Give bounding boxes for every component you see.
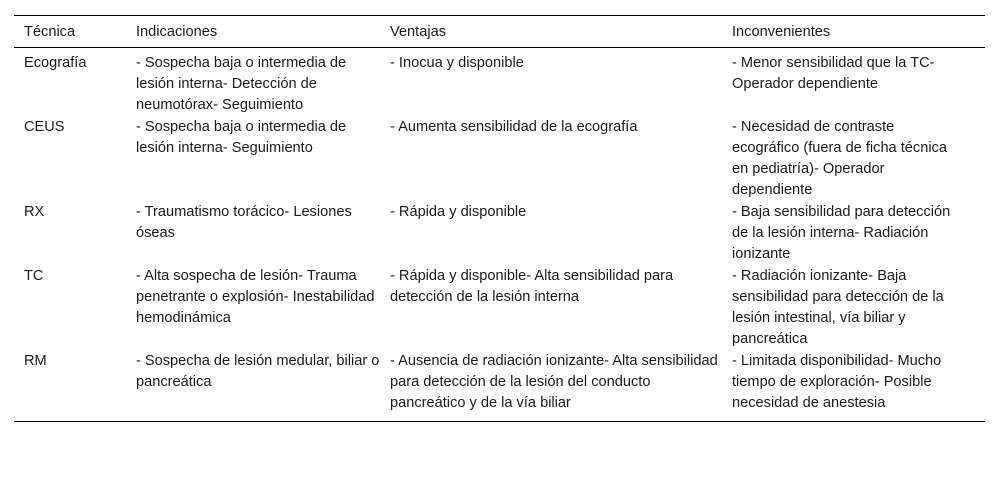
cell-indicaciones: - Traumatismo torácico- Lesiones óseas [136,204,352,241]
cell-ventajas: - Inocua y disponible [390,55,524,71]
cell-indicaciones: - Sospecha de lesión medular, biliar o pancreática [136,351,390,422]
header-ventajas: Ventajas [390,16,732,48]
cell-inconvenientes: - Necesidad de contraste ecográfico (fuera de ficha técnica en pediatría)- Operador dependiente [732,119,947,198]
table-row [14,351,985,422]
cell-inconvenientes: - Radiación ionizante- Baja sensibilidad para detección de la lesión intestinal, vía biliar y pancreática [732,268,944,347]
cell-tecnica: Ecografía [24,55,87,71]
cell-tecnica: TC [24,268,44,284]
cell-indicaciones: - Alta sospecha de lesión- Trauma penetrante o explosión- Inestabilidad hemodinámica [136,268,375,326]
cell-ventajas: - Rápida y disponible- Alta sensibilidad para detección de la lesión interna [390,268,674,305]
cell-tecnica: CEUS [24,119,65,135]
cell-ventajas: - Ausencia de radiación ionizante- Alta sensibilidad para detección de la lesión del conducto pancreático y de la vía biliar [390,351,732,422]
header-indicaciones: Indicaciones [136,16,390,48]
table-row [14,266,985,351]
header-inconvenientes: Inconvenientes [732,16,985,48]
cell-ventajas: - Rápida y disponible [390,204,527,220]
cell-inconvenientes: - Limitada disponibilidad- Mucho tiempo de exploración- Posible necesidad de anestesia [732,351,985,422]
cell-indicaciones: - Sospecha baja o intermedia de lesión interna- Seguimiento [136,119,347,156]
table-body [14,48,985,422]
cell-ventajas: - Aumenta sensibilidad de la ecografía [390,119,638,135]
cell-tecnica: RM [14,351,136,422]
header-row [14,16,985,48]
cell-tecnica: RX [24,204,45,220]
table-row [14,202,985,266]
table-header [14,16,985,48]
cell-inconvenientes: - Baja sensibilidad para detección de la lesión interna- Radiación ionizante [732,204,951,262]
header-tecnica: Técnica [14,16,136,48]
cell-indicaciones: - Sospecha baja o intermedia de lesión interna- Detección de neumotórax- Seguimiento [136,55,347,113]
imaging-comparison-table [14,15,985,422]
table-row [14,117,985,202]
table-row [14,48,985,118]
imaging-comparison-table-container [14,15,985,422]
cell-inconvenientes: - Menor sensibilidad que la TC- Operador dependiente [732,55,935,92]
